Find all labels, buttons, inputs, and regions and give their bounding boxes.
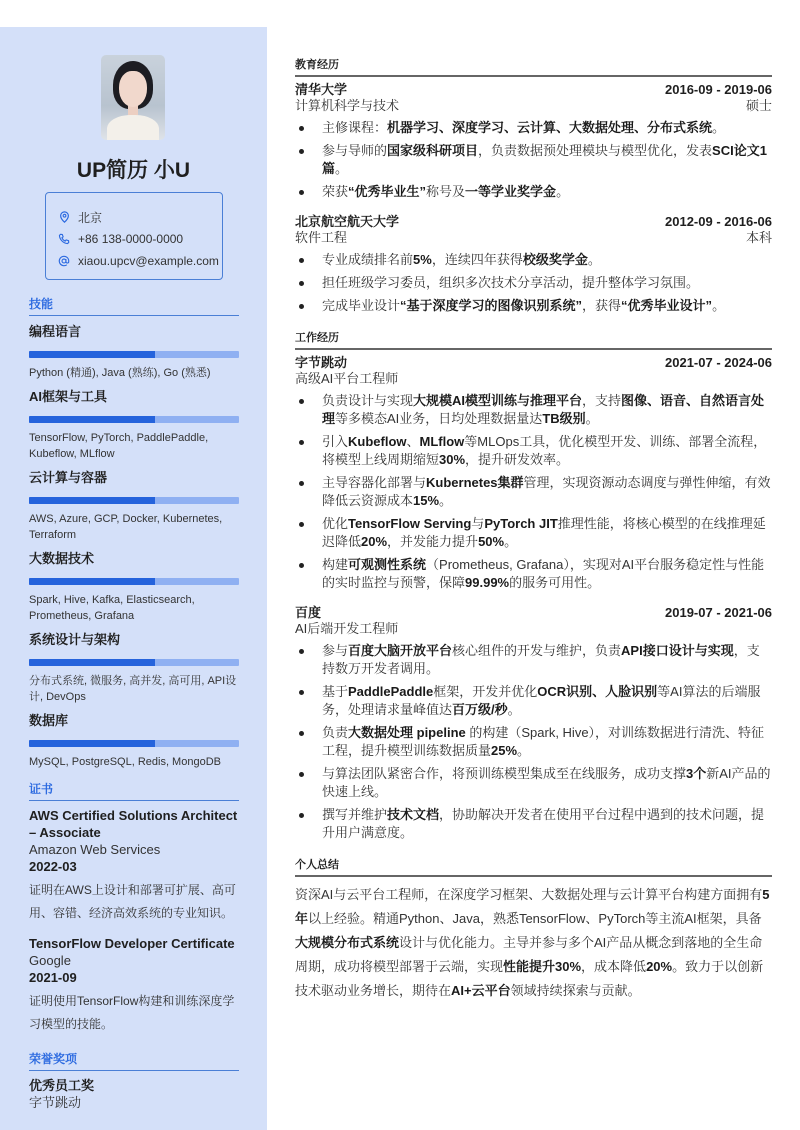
bullet-item: 担任班级学习委员，组织多次技术分享活动，提升整体学习氛围。 xyxy=(295,274,772,292)
skill-level-fill xyxy=(29,659,155,666)
certificate-title: AWS Certified Solutions Architect – Associate xyxy=(29,808,238,840)
bullet-item: 参与百度大脑开放平台核心组件的开发与维护，负责API接口设计与实现，支持数万开发者调用。 xyxy=(295,642,772,678)
skill-name: 大数据技术 xyxy=(29,551,95,566)
school-name: 北京航空航天大学 xyxy=(295,214,400,229)
honors-heading: 荣誉奖项 xyxy=(29,1050,239,1071)
skill-level-fill xyxy=(29,578,155,585)
skill-level-bar xyxy=(29,497,239,504)
skill-level-bar xyxy=(29,659,239,666)
location-text: 北京 xyxy=(78,210,103,225)
company-name: 百度 xyxy=(295,605,322,620)
major: 计算机科学与技术 xyxy=(295,98,400,113)
contact-email xyxy=(57,250,222,272)
main-content xyxy=(295,56,772,1003)
candidate-name: UP简历 小U xyxy=(76,159,191,182)
certificate-date: 2022-03 xyxy=(29,859,77,874)
education-entry xyxy=(295,213,772,315)
skill-item xyxy=(29,387,239,462)
bullet-item: 优化TensorFlow Serving与PyTorch JIT推理性能，将核心模型的在线推理延迟降低20%，并发能力提升50%。 xyxy=(295,515,772,551)
skill-desc: TensorFlow, PyTorch, PaddlePaddle, Kubeflow, MLflow xyxy=(29,432,209,460)
job-title: AI后端开发工程师 xyxy=(295,621,399,636)
skill-level-fill xyxy=(29,740,155,747)
skill-desc: Python (精通), Java (熟练), Go (熟悉) xyxy=(29,367,211,379)
bullet-item: 主导容器化部署与Kubernetes集群管理，实现资源动态调度与弹性伸缩，有效降低云资源成本15%。 xyxy=(295,474,772,510)
skill-item xyxy=(29,630,239,705)
skill-item xyxy=(29,322,239,381)
skill-item xyxy=(29,711,239,770)
entry-subheader xyxy=(295,621,772,637)
contact-box xyxy=(45,192,223,280)
certificate-desc: 证明使用TensorFlow构建和训练深度学习模型的技能。 xyxy=(29,994,235,1031)
bullet-list xyxy=(295,392,772,592)
map-pin-icon xyxy=(57,210,71,224)
degree: 硕士 xyxy=(745,98,772,113)
skill-desc: 分布式系统, 微服务, 高并发, 高可用, API设计, DevOps xyxy=(29,675,237,703)
work-entry xyxy=(295,604,772,842)
entry-header xyxy=(295,213,772,230)
sidebar-sections xyxy=(29,295,239,1111)
skills-heading: 技能 xyxy=(29,295,239,316)
skill-desc: AWS, Azure, GCP, Docker, Kubernetes, Terraform xyxy=(29,513,223,541)
entry-header xyxy=(295,604,772,621)
email-text[interactable]: xiaou.upcv@example.com xyxy=(78,254,219,268)
bullet-item: 主修课程：机器学习、深度学习、云计算、大数据处理、分布式系统。 xyxy=(295,119,772,137)
bullet-list xyxy=(295,119,772,201)
bullet-item: 基于PaddlePaddle框架，开发并优化OCR识别、人脸识别等AI算法的后端服务，处理请求量峰值达百万级/秒。 xyxy=(295,683,772,719)
company-name: 字节跳动 xyxy=(295,355,348,370)
bullet-item: 负责设计与实现大规模AI模型训练与推理平台，支持图像、语音、自然语言处理等多模态AI业务，日均处理数据量达TB级别。 xyxy=(295,392,772,428)
bullet-item: 完成毕业设计“基于深度学习的图像识别系统”，获得“优秀毕业设计”。 xyxy=(295,297,772,315)
skill-desc: MySQL, PostgreSQL, Redis, MongoDB xyxy=(29,756,221,768)
date-range: 2012-09 - 2016-06 xyxy=(665,214,772,229)
certificate-desc: 证明在AWS上设计和部署可扩展、高可用、容错、经济高效系统的专业知识。 xyxy=(29,883,236,920)
phone-text[interactable]: +86 138-0000-0000 xyxy=(78,232,184,246)
summary-heading: 个人总结 xyxy=(295,856,772,877)
honor-org: 字节跳动 xyxy=(29,1095,82,1110)
education-section xyxy=(295,56,772,315)
bullet-item: 与算法团队紧密合作，将预训练模型集成至在线服务，成功支撑3个新AI产品的快速上线。 xyxy=(295,765,772,801)
skill-level-bar xyxy=(29,578,239,585)
bullet-item: 负责大数据处理 pipeline 的构建（Spark, Hive），对训练数据进行清洗、特征工程，提升模型训练数据质量25%。 xyxy=(295,724,772,760)
skill-level-bar xyxy=(29,740,239,747)
work-heading: 工作经历 xyxy=(295,329,772,350)
skill-level-fill xyxy=(29,351,155,358)
bullet-item: 引入Kubeflow、MLflow等MLOps工具，优化模型开发、训练、部署全流程，将模型上线周期缩短30%，提升研发效率。 xyxy=(295,433,772,469)
contact-location xyxy=(57,206,222,228)
skill-name: 系统设计与架构 xyxy=(29,632,121,647)
work-entry xyxy=(295,354,772,592)
skill-level-fill xyxy=(29,497,155,504)
profile-photo xyxy=(101,55,165,140)
certificate-issuer: Google xyxy=(29,953,71,968)
phone-icon xyxy=(57,232,71,246)
job-title: 高级AI平台工程师 xyxy=(295,371,399,386)
skills-list xyxy=(29,322,239,770)
summary-section xyxy=(295,856,772,1003)
entry-subheader xyxy=(295,230,772,246)
date-range: 2019-07 - 2021-06 xyxy=(665,605,772,620)
bullet-list xyxy=(295,251,772,315)
certificates-heading: 证书 xyxy=(29,780,239,801)
honor-title: 优秀员工奖 xyxy=(29,1078,95,1093)
skill-name: 数据库 xyxy=(29,713,69,728)
bullet-item: 撰写并维护技术文档，协助解决开发者在使用平台过程中遇到的技术问题，提升用户满意度。 xyxy=(295,806,772,842)
skill-item xyxy=(29,468,239,543)
degree: 本科 xyxy=(745,230,772,245)
date-range: 2016-09 - 2019-06 xyxy=(665,82,772,97)
skill-name: 云计算与容器 xyxy=(29,470,108,485)
skill-name: 编程语言 xyxy=(29,324,82,339)
skill-desc: Spark, Hive, Kafka, Elasticsearch, Prometheus, Grafana xyxy=(29,594,195,622)
bullet-item: 荣获“优秀毕业生”称号及一等学业奖学金。 xyxy=(295,183,772,201)
skill-name: AI框架与工具 xyxy=(29,389,108,404)
certificates-list xyxy=(29,807,239,1036)
honors-list xyxy=(29,1077,239,1111)
major: 软件工程 xyxy=(295,230,348,245)
entry-subheader xyxy=(295,371,772,387)
bullet-item: 构建可观测性系统（Prometheus, Grafana），实现对AI平台服务稳定性与性能的实时监控与预警，保障99.99%的服务可用性。 xyxy=(295,556,772,592)
school-name: 清华大学 xyxy=(295,82,348,97)
bullet-item: 参与导师的国家级科研项目，负责数据预处理模块与模型优化，发表SCI论文1篇。 xyxy=(295,142,772,178)
skill-level-bar xyxy=(29,416,239,423)
entry-subheader xyxy=(295,98,772,114)
skill-level-fill xyxy=(29,416,155,423)
entry-header xyxy=(295,354,772,371)
certificate-date: 2021-09 xyxy=(29,970,77,985)
education-entry xyxy=(295,81,772,201)
honor-item xyxy=(29,1077,239,1111)
bullet-item: 专业成绩排名前5%，连续四年获得校级奖学金。 xyxy=(295,251,772,269)
certificate-item xyxy=(29,935,239,1036)
date-range: 2021-07 - 2024-06 xyxy=(665,355,772,370)
contact-phone xyxy=(57,228,222,250)
work-section xyxy=(295,329,772,842)
skill-level-bar xyxy=(29,351,239,358)
skill-item xyxy=(29,549,239,624)
bullet-list xyxy=(295,642,772,842)
certificate-item xyxy=(29,807,239,925)
at-sign-icon xyxy=(57,254,71,268)
entry-header xyxy=(295,81,772,98)
certificate-issuer: Amazon Web Services xyxy=(29,842,161,857)
certificate-title: TensorFlow Developer Certificate xyxy=(29,936,235,951)
summary-text: 资深AI与云平台工程师，在深度学习框架、大数据处理与云计算平台构建方面拥有5年以上经验。精通Python、Java，熟悉TensorFlow、PyTorch等主流AI框架，具备大规模分布式系统设计与优化能力。主导并参与多个AI产品从概念到落地的全生命周期，成功将模型部署于云端，实现性能提升30%，成本降低20%。致力于以创新技术驱动业务增长，期待在AI+云平台领域持续探索与贡献。 xyxy=(295,887,770,998)
sidebar xyxy=(0,27,267,1130)
education-heading: 教育经历 xyxy=(295,56,772,77)
